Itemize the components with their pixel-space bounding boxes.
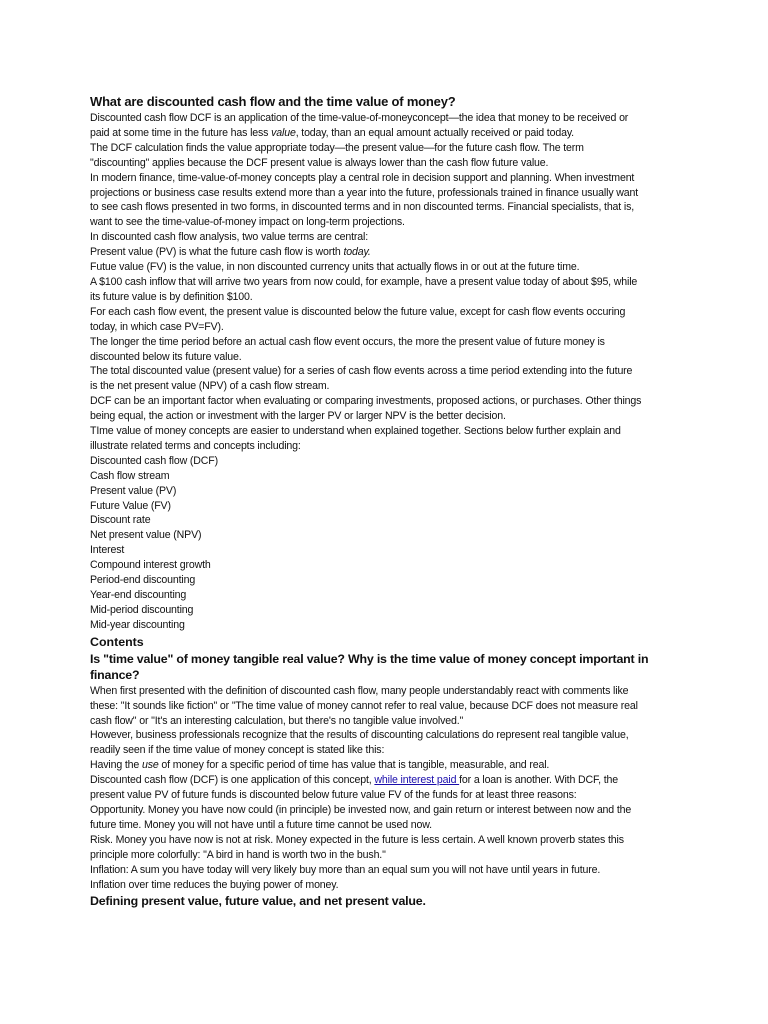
paragraph-line: "discounting" applies because the DCF present value is always lower than the cash flow future value. <box>90 156 549 169</box>
list-item: Period-end discounting <box>90 574 196 587</box>
section-heading: finance? <box>90 668 140 683</box>
paragraph-line: present value PV of future funds is discounted below future value FV of the funds for at least three reasons: <box>90 789 577 802</box>
paragraph-line: want to see the time-value-of-money impact on long-term projections. <box>90 216 405 229</box>
paragraph-line: However, business professionals recognize that the results of discounting calculations do represent real tangible value, <box>90 729 629 742</box>
list-item: Year-end discounting <box>90 589 187 601</box>
emphasis-text: today. <box>343 246 371 259</box>
paragraph-line: In discounted cash flow analysis, two value terms are central: <box>90 231 369 244</box>
document-page <box>90 93 680 910</box>
emphasis-text: value <box>271 126 296 139</box>
document-title: What are discounted cash flow and the time value of money? <box>90 94 456 109</box>
list-item: Future Value (FV) <box>90 499 171 512</box>
list-item: Mid-year discounting <box>90 618 185 631</box>
paragraph-line: Discounted cash flow (DCF) is one application of this concept, while interest paid for a loan is another. With DCF, the <box>90 774 619 787</box>
paragraph-line: discounted below its future value. <box>90 350 242 363</box>
paragraph-line: Risk. Money you have now is not at risk. Money expected in the future is less certain. A well known proverb states this <box>90 833 624 846</box>
list-item: Interest <box>90 544 125 557</box>
paragraph-line: these: "It sounds like fiction" or "The time value of money cannot refer to real value, because DCF does not measure real <box>90 699 638 712</box>
contents-heading: Contents <box>90 634 144 649</box>
paragraph-line: Opportunity. Money you have now could (in principle) be invested now, and gain return or interest between now and the <box>90 803 632 816</box>
paragraph-line: A $100 cash inflow that will arrive two years from now could, for example, have a present value today of about $95, while <box>90 275 638 288</box>
paragraph-line: DCF can be an important factor when evaluating or comparing investments, proposed actions, or purchases. Other things <box>90 395 642 408</box>
paragraph-line: The DCF calculation finds the value appropriate today—the present value—for the future cash flow. The term <box>90 141 584 154</box>
list-item: Net present value (NPV) <box>90 529 202 542</box>
paragraph-line: projections or business case results extend more than a year into the future, professionals trained in finance usually want <box>90 186 639 199</box>
section-heading: Defining present value, future value, and net present value. <box>90 894 426 909</box>
paragraph-line: illustrate related terms and concepts including: <box>90 439 301 452</box>
paragraph-line: paid at some time in the future has less value, today, than an equal amount actually received or paid today. <box>90 126 574 139</box>
list-item: Present value (PV) <box>90 484 177 497</box>
paragraph-line: being equal, the action or investment with the larger PV or larger NPV is the better decision. <box>90 410 506 423</box>
list-item: Discount rate <box>90 514 151 527</box>
paragraph-line: to see cash flows presented in two forms, in discounted terms and in non discounted terms. Financial specialists, that is, <box>90 201 635 214</box>
paragraph-line: When first presented with the definition of discounted cash flow, many people understandably react with comments like <box>90 684 629 697</box>
list-item: Compound interest growth <box>90 559 211 572</box>
paragraph-line: today, in which case PV=FV). <box>90 320 224 333</box>
paragraph-line: principle more colorfully: "A bird in hand is worth two in the bush." <box>90 848 386 861</box>
interest-paid-link[interactable]: while interest paid <box>374 774 460 787</box>
concept-list <box>90 454 680 633</box>
paragraph-line: The total discounted value (present value) for a series of cash flow events across a time period extending into the future <box>90 365 633 378</box>
paragraph-line: The longer the time period before an actual cash flow event occurs, the more the present value of future money is <box>90 335 605 348</box>
paragraph-line: Inflation: A sum you have today will very likely buy more than an equal sum you will not have until years in future. <box>90 863 601 876</box>
paragraph-line: Inflation over time reduces the buying power of money. <box>90 878 339 891</box>
list-item: Mid-period discounting <box>90 603 194 616</box>
paragraph-line: future time. Money you will not have until a future time cannot be used now. <box>90 818 432 831</box>
paragraph-line: Discounted cash flow DCF is an application of the time-value-of-moneyconcept—the idea that money to be received or <box>90 112 629 124</box>
paragraph-line: cash flow" or "It's an interesting calculation, but there's no tangible value involved." <box>90 714 464 727</box>
paragraph-line: its future value is by definition $100. <box>90 290 253 303</box>
list-item: Cash flow stream <box>90 469 170 482</box>
paragraph-line: In modern finance, time-value-of-money concepts play a central role in decision support and planning. When investment <box>90 171 635 184</box>
paragraph-line: Present value (PV) is what the future cash flow is worth today. <box>90 246 371 259</box>
emphasis-text: use <box>141 759 159 772</box>
paragraph-line: Futue value (FV) is the value, in non discounted currency units that actually flows in or out at the future time. <box>90 261 580 274</box>
paragraph-line: Having the use of money for a specific period of time has value that is tangible, measurable, and real. <box>90 759 550 772</box>
section-heading: Is "time value" of money tangible real value? Why is the time value of money concept important in <box>90 651 649 666</box>
list-item: Discounted cash flow (DCF) <box>90 454 218 467</box>
paragraph-line: For each cash flow event, the present value is discounted below the future value, except for cash flow events occuring <box>90 305 626 318</box>
paragraph-line: TIme value of money concepts are easier to understand when explained together. Sections below further explain and <box>90 425 621 438</box>
paragraph-line: is the net present value (NPV) of a cash flow stream. <box>90 380 330 393</box>
paragraph-line: readily seen if the time value of money concept is stated like this: <box>90 744 385 757</box>
